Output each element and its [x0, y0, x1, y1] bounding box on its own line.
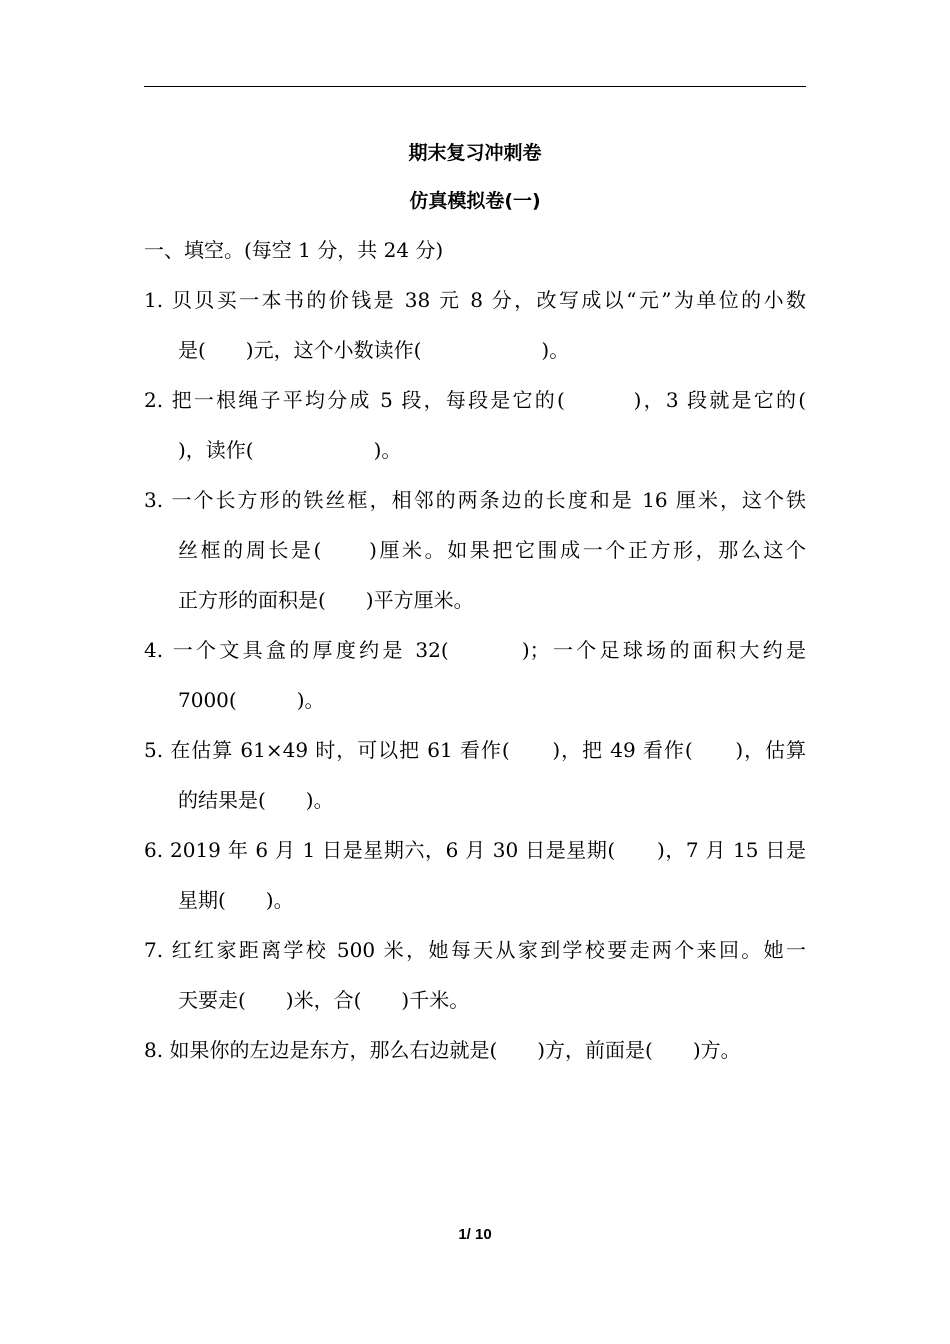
question-7-line-2: 天要走( )米，合( )千米。 [178, 988, 470, 1012]
question-2-line-1: 2. 把一根绳子平均分成 5 段，每段是它的( )，3 段就是它的( [144, 388, 806, 412]
question-1-line-1: 1. 贝贝买一本书的价钱是 38 元 8 分，改写成以“元”为单位的小数 [144, 288, 806, 312]
page-number: 1/ 10 [458, 1226, 492, 1243]
question-8-line-1: 8. 如果你的左边是东方，那么右边就是( )方，前面是( )方。 [144, 1038, 741, 1062]
question-4-line-2: 7000( )。 [178, 688, 325, 712]
question-5-line-1: 5. 在估算 61×49 时，可以把 61 看作( )，把 49 看作( )，估算 [144, 738, 806, 762]
question-5-line-2: 的结果是( )。 [178, 788, 334, 812]
question-3-line-2: 丝框的周长是( )厘米。如果把它围成一个正方形，那么这个 [178, 538, 806, 562]
question-1-line-2: 是( )元，这个小数读作( )。 [178, 338, 570, 362]
question-3-line-3: 正方形的面积是( )平方厘米。 [178, 588, 474, 612]
page-subtitle: 仿真模拟卷(一) [409, 190, 541, 212]
page-title: 期末复习冲刺卷 [408, 142, 542, 164]
question-2-line-2: )，读作( )。 [178, 438, 402, 462]
question-3-line-1: 3. 一个长方形的铁丝框，相邻的两条边的长度和是 16 厘米，这个铁 [144, 488, 806, 512]
section-heading: 一、填空。(每空 1 分，共 24 分) [144, 238, 444, 262]
question-6-line-2: 星期( )。 [178, 888, 294, 912]
header-rule [144, 86, 806, 87]
question-6-line-1: 6. 2019 年 6 月 1 日是星期六，6 月 30 日是星期( )，7 月 15 日是 [144, 838, 806, 862]
question-4-line-1: 4. 一个文具盒的厚度约是 32( )；一个足球场的面积大约是 [144, 638, 806, 662]
question-7-line-1: 7. 红红家距离学校 500 米，她每天从家到学校要走两个来回。她一 [144, 938, 806, 962]
